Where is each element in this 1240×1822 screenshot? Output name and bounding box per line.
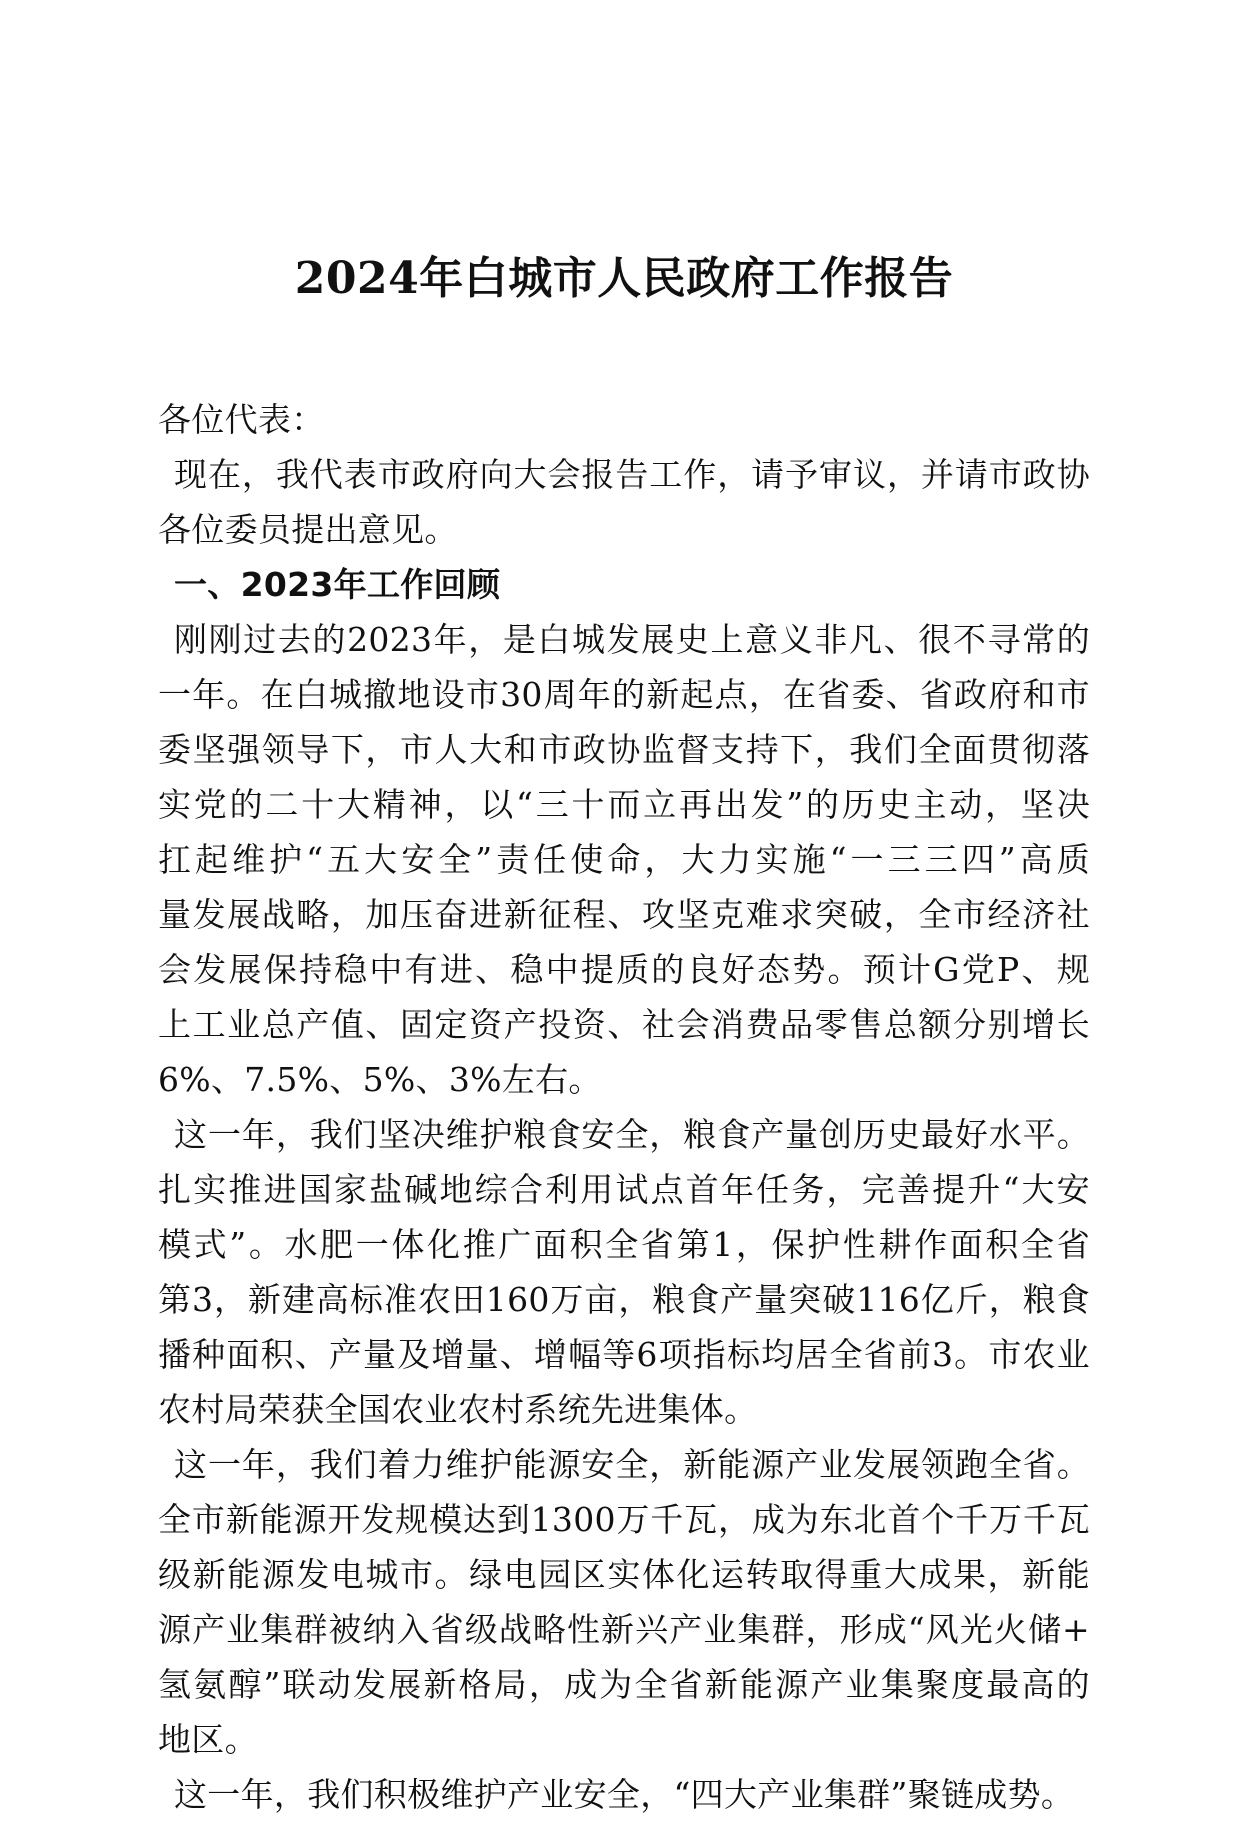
text-line: 量发展战略，加压奋进新征程、攻坚克难求突破，全市经济社 (158, 895, 1090, 934)
section-heading: 一、2023年工作回顾 (174, 565, 501, 604)
text-line: 这一年，我们积极维护产业安全，“四大产业集群”聚链成势。 (174, 1775, 1075, 1814)
salutation: 各位代表： (158, 400, 325, 439)
text-line: 6%、7.5%、5%、3%左右。 (158, 1060, 602, 1099)
text-line: 会发展保持稳中有进、稳中提质的良好态势。预计G党P、规 (158, 950, 1090, 989)
text-line: 级新能源发电城市。绿电园区实体化运转取得重大成果，新能 (158, 1555, 1090, 1594)
text-line: 这一年，我们坚决维护粮食安全，粮食产量创历史最好水平。 (174, 1115, 1090, 1154)
paragraph-food-security (158, 1107, 1090, 1437)
text-line: 氢氨醇”联动发展新格局，成为全省新能源产业集聚度最高的 (158, 1665, 1090, 1704)
text-line: 地区。 (158, 1720, 258, 1759)
text-line: 全市新能源开发规模达到1300万千瓦，成为东北首个千万千瓦 (158, 1500, 1090, 1539)
text-line: 刚刚过去的2023年，是白城发展史上意义非凡、很不寻常的 (174, 620, 1090, 659)
text-line: 各位委员提出意见。 (158, 510, 458, 549)
text-line: 扛起维护“五大安全”责任使命，大力实施“一三三四”高质 (158, 840, 1090, 879)
text-line: 实党的二十大精神，以“三十而立再出发”的历史主动，坚决 (158, 785, 1090, 824)
paragraph-industry-security (158, 1767, 1090, 1822)
paragraph-review-overview (158, 612, 1090, 1107)
paragraph-energy-security (158, 1437, 1090, 1767)
text-line: 播种面积、产量及增量、增幅等6项指标均居全省前3。市农业 (158, 1335, 1090, 1374)
text-line: 这一年，我们着力维护能源安全，新能源产业发展领跑全省。 (174, 1445, 1090, 1484)
text-line: 源产业集群被纳入省级战略性新兴产业集群，形成“风光火储+ (158, 1610, 1090, 1649)
text-line: 模式”。水肥一体化推广面积全省第1，保护性耕作面积全省 (158, 1225, 1090, 1264)
text-line: 上工业总产值、固定资产投资、社会消费品零售总额分别增长 (158, 1005, 1090, 1044)
text-line: 现在，我代表市政府向大会报告工作，请予审议，并请市政协 (174, 455, 1090, 494)
text-line: 委坚强领导下，市人大和市政协监督支持下，我们全面贯彻落 (158, 730, 1090, 769)
text-line: 第3，新建高标准农田160万亩，粮食产量突破116亿斤，粮食 (158, 1280, 1090, 1319)
intro-paragraph (158, 447, 1090, 557)
text-line: 农村局荣获全国农业农村系统先进集体。 (158, 1390, 758, 1429)
text-line: 一年。在白城撤地设市30周年的新起点，在省委、省政府和市 (158, 675, 1090, 714)
text-line: 扎实推进国家盐碱地综合利用试点首年任务，完善提升“大安 (158, 1170, 1090, 1209)
document-title: 2024年白城市人民政府工作报告 (294, 253, 954, 304)
